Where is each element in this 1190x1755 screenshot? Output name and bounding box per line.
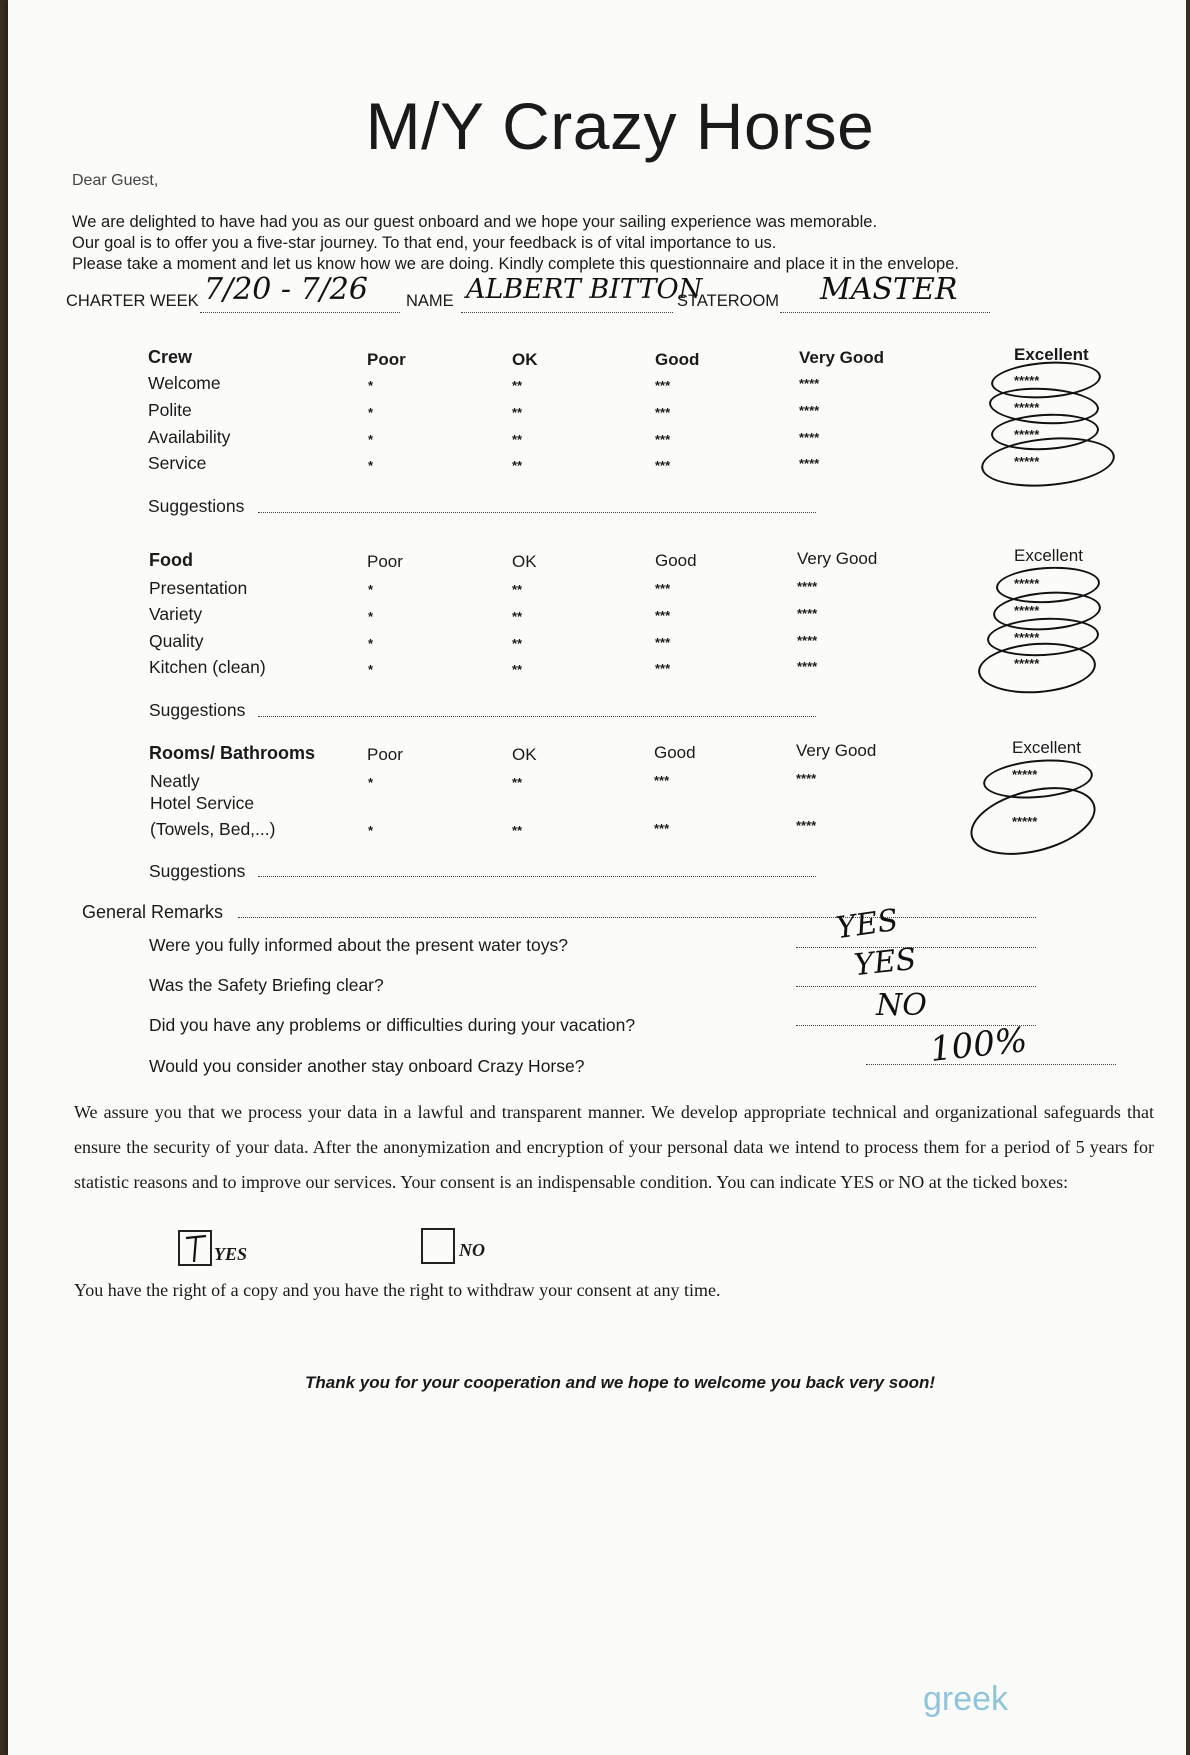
rating-star-very-good[interactable]: **** (797, 606, 818, 621)
row-label-presentation: Presentation (149, 578, 248, 598)
consent-yes-label: YES (214, 1244, 248, 1264)
section-title-crew: Crew (148, 347, 193, 367)
rating-star-excellent[interactable]: ***** (1014, 400, 1040, 415)
watermark-text: greek (923, 1680, 1009, 1718)
column-very-good: Very Good (796, 741, 877, 760)
answer-another-stay[interactable]: 100% (928, 1020, 1030, 1070)
rating-star-excellent[interactable]: ***** (1014, 603, 1040, 618)
stateroom-value[interactable]: MASTER (820, 272, 958, 307)
rating-star-ok[interactable]: ** (512, 609, 523, 624)
rating-star-excellent[interactable]: ***** (1014, 576, 1040, 591)
rating-star-poor[interactable]: * (368, 458, 374, 473)
charter-week-label: CHARTER WEEK (66, 292, 199, 310)
rating-star-very-good[interactable]: **** (799, 456, 820, 471)
rating-star-good[interactable]: *** (655, 458, 671, 473)
rating-star-excellent[interactable]: ***** (1012, 767, 1038, 782)
consent-yes-checkbox[interactable] (178, 1230, 212, 1266)
answer-line (796, 935, 1036, 948)
intro-line: We are delighted to have had you as our guest onboard and we hope your sailing experience was memorable. (72, 213, 878, 231)
rating-star-ok[interactable]: ** (512, 458, 523, 473)
consent-no-label: NO (459, 1240, 485, 1260)
rating-star-excellent[interactable]: ***** (1014, 373, 1040, 388)
rating-star-ok[interactable]: ** (512, 823, 523, 838)
rating-star-excellent[interactable]: ***** (1014, 630, 1040, 645)
suggestions-field-rooms[interactable] (258, 864, 816, 877)
column-ok: OK (512, 350, 538, 369)
name-label: NAME (406, 292, 454, 310)
general-remarks-field[interactable] (238, 905, 1036, 918)
questionnaire-page (8, 0, 1186, 1755)
rating-star-ok[interactable]: ** (512, 378, 523, 393)
section-title-food: Food (149, 550, 193, 570)
answer-water-toys[interactable]: YES (833, 902, 901, 947)
rating-star-good[interactable]: *** (655, 608, 671, 623)
intro-line: Please take a moment and let us know how we are doing. Kindly complete this questionnaire and place it in the envelope. (72, 255, 959, 273)
rating-star-excellent[interactable]: ***** (1012, 814, 1038, 829)
column-poor: Poor (367, 552, 403, 571)
column-ok: OK (512, 745, 537, 764)
row-label-kitchen: Kitchen (clean) (149, 657, 266, 677)
rating-star-very-good[interactable]: **** (797, 633, 818, 648)
rating-star-very-good[interactable]: **** (799, 430, 820, 445)
rating-star-very-good[interactable]: **** (796, 771, 817, 786)
column-poor: Poor (367, 745, 403, 764)
rating-star-very-good[interactable]: **** (799, 403, 820, 418)
row-label-neatly: Neatly (150, 771, 200, 791)
rating-star-good[interactable]: *** (655, 378, 671, 393)
watermark (923, 1680, 1008, 1719)
row-label-polite: Polite (148, 400, 192, 420)
page-title: M/Y Crazy Horse (365, 89, 875, 163)
rating-star-very-good[interactable]: **** (796, 818, 817, 833)
rating-star-excellent[interactable]: ***** (1014, 454, 1040, 469)
row-label-hotel-service: Hotel Service (150, 793, 255, 813)
suggestions-field-crew[interactable] (258, 500, 816, 513)
row-label-service: Service (148, 453, 207, 473)
question-another-stay: Would you consider another stay onboard Crazy Horse? (149, 1056, 585, 1076)
rating-star-good[interactable]: *** (654, 821, 670, 836)
row-label-quality: Quality (149, 631, 204, 651)
checkmark-icon (180, 1232, 210, 1264)
suggestions-field-food[interactable] (258, 704, 816, 717)
column-excellent: Excellent (1012, 738, 1081, 757)
column-good: Good (655, 551, 697, 570)
column-excellent: Excellent (1014, 345, 1089, 364)
row-label-availability: Availability (148, 427, 231, 447)
intro-line: Our goal is to offer you a five-star journey. To that end, your feedback is of vital importance to us. (72, 234, 777, 252)
rating-star-ok[interactable]: ** (512, 582, 523, 597)
consent-no-checkbox[interactable] (421, 1228, 455, 1264)
rating-star-poor[interactable]: * (368, 775, 374, 790)
question-water-toys: Were you fully informed about the present water toys? (149, 935, 568, 955)
answer-safety-briefing[interactable]: YES (852, 941, 918, 984)
column-excellent: Excellent (1014, 546, 1083, 565)
stateroom-label: STATEROOM (677, 292, 780, 310)
rating-star-poor[interactable]: * (368, 582, 374, 597)
row-label-welcome: Welcome (148, 373, 221, 393)
rating-star-poor[interactable]: * (368, 609, 374, 624)
rating-star-very-good[interactable]: **** (797, 579, 818, 594)
suggestions-label-rooms: Suggestions (149, 861, 246, 881)
thank-you-note: Thank you for your cooperation and we hope to welcome you back very soon! (304, 1373, 936, 1392)
rating-star-very-good[interactable]: **** (797, 659, 818, 674)
column-good: Good (654, 743, 696, 762)
rating-star-very-good[interactable]: **** (799, 376, 820, 391)
rating-star-ok[interactable]: ** (512, 775, 523, 790)
column-poor: Poor (367, 350, 406, 369)
charter-week-value[interactable]: 7/20 - 7/26 (204, 272, 368, 307)
answer-problems[interactable]: NO (876, 988, 927, 1023)
rating-star-poor[interactable]: * (368, 378, 374, 393)
row-label-towels-bed: (Towels, Bed,...) (150, 819, 276, 839)
column-good: Good (655, 350, 700, 369)
suggestions-label-crew: Suggestions (148, 496, 245, 516)
column-very-good: Very Good (799, 348, 885, 367)
rating-star-poor[interactable]: * (368, 636, 374, 651)
question-safety-briefing: Was the Safety Briefing clear? (149, 975, 384, 995)
rating-star-good[interactable]: *** (655, 405, 671, 420)
rating-star-poor[interactable]: * (368, 405, 374, 420)
handwritten-circle (963, 775, 1102, 866)
rating-star-ok[interactable]: ** (512, 432, 523, 447)
column-ok: OK (512, 552, 537, 571)
rating-star-good[interactable]: *** (655, 581, 671, 596)
suggestions-label-food: Suggestions (149, 700, 246, 720)
rating-star-poor[interactable]: * (368, 432, 374, 447)
rating-star-good[interactable]: *** (654, 773, 670, 788)
rating-star-excellent[interactable]: ***** (1014, 656, 1040, 671)
general-remarks-label: General Remarks (82, 902, 224, 922)
consent-paragraph: We assure you that we process your data in a lawful and transparent manner. We develop appropriate technical and organizational safeguards that ensure the security of your data. After the anonymization and encryption of your personal data we intend to process them for a period of 5 years for statistic reasons and to improve our services. Your consent is an indispensable condition. You can indicate YES or NO at the ticked boxes: (74, 1102, 1154, 1192)
row-label-variety: Variety (149, 604, 203, 624)
rating-star-poor[interactable]: * (368, 823, 374, 838)
rating-star-good[interactable]: *** (655, 635, 671, 650)
consent-rights: You have the right of a copy and you have the right to withdraw your consent at any time. (74, 1280, 721, 1300)
rating-star-poor[interactable]: * (368, 662, 374, 677)
rating-star-ok[interactable]: ** (512, 662, 523, 677)
name-value[interactable]: ALBERT BITTON (466, 274, 703, 305)
rating-star-good[interactable]: *** (655, 661, 671, 676)
rating-star-good[interactable]: *** (655, 432, 671, 447)
question-problems: Did you have any problems or difficulties during your vacation? (149, 1015, 636, 1035)
rating-star-excellent[interactable]: ***** (1014, 427, 1040, 442)
rating-star-ok[interactable]: ** (512, 636, 523, 651)
section-title-rooms: Rooms/ Bathrooms (149, 743, 316, 763)
rating-star-ok[interactable]: ** (512, 405, 523, 420)
column-very-good: Very Good (797, 549, 878, 568)
greeting: Dear Guest, (72, 172, 159, 189)
